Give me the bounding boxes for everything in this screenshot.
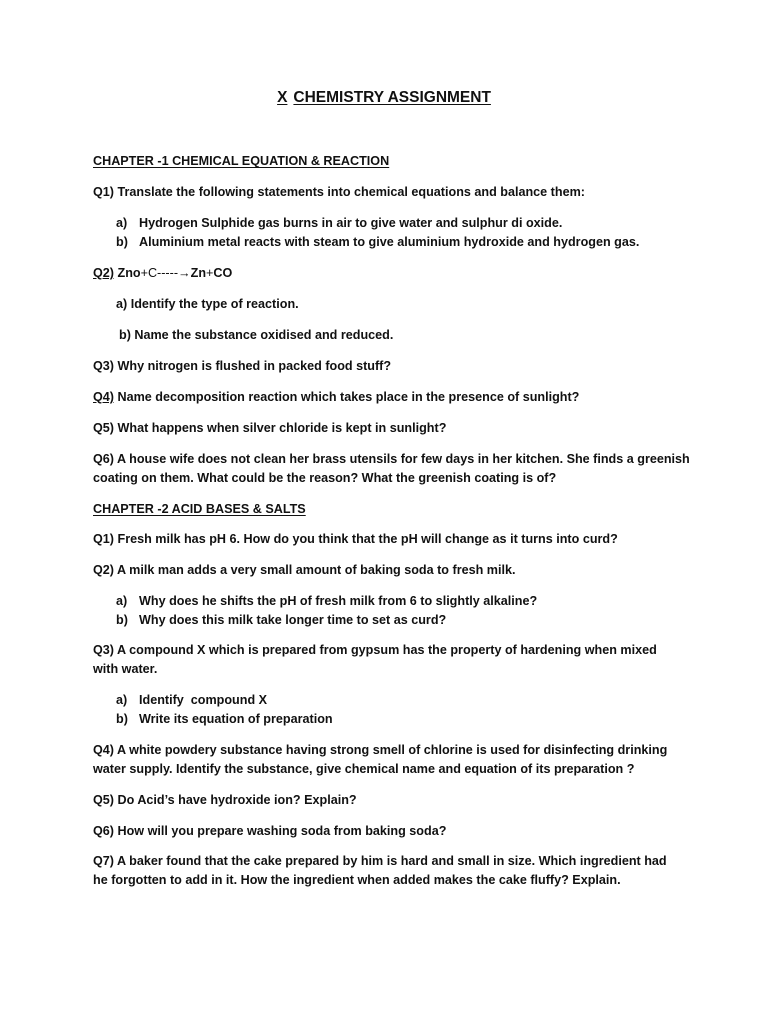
ch2-q4-line2: water supply. Identify the substance, give chemical name and equation of its preparation ? <box>93 762 635 776</box>
ch2-q4-line1 <box>93 741 667 760</box>
plus-sign-1: + <box>140 266 148 280</box>
question-text: Why nitrogen is flushed in packed food stuff? <box>117 359 392 373</box>
ch2-q3-sub-b <box>116 710 333 729</box>
sub-label: b) <box>116 613 128 627</box>
ch2-q5 <box>93 791 357 810</box>
question-text: A compound X which is prepared from gypsum has the property of hardening when mixed <box>117 643 657 657</box>
question-label: Q2) <box>93 563 114 577</box>
plus-sign-2: + <box>206 266 214 280</box>
ch2-q7-line1 <box>93 852 667 871</box>
question-text: A baker found that the cake prepared by him is hard and small in size. Which ingredient had <box>117 854 667 868</box>
question-label: Q3) <box>93 643 114 657</box>
question-label: Q5) <box>93 421 114 435</box>
question-text: A white powdery substance having strong smell of chlorine is used for disinfecting drinking <box>117 743 668 757</box>
ch2-q3-line1 <box>93 641 657 660</box>
question-text: Fresh milk has pH 6. How do you think that the pH will change as it turns into curd? <box>117 532 618 546</box>
sub-text: Hydrogen Sulphide gas burns in air to give water and sulphur di oxide. <box>139 216 563 230</box>
question-label: Q1) <box>93 532 114 546</box>
title-prefix: X <box>277 89 288 106</box>
ch1-q2-sub-b: b) Name the substance oxidised and reduced. <box>119 328 394 342</box>
ch1-q5 <box>93 419 446 438</box>
sub-text: Why does he shifts the pH of fresh milk from 6 to slightly alkaline? <box>139 594 538 608</box>
sub-label: a) <box>116 594 128 608</box>
question-label: Q3) <box>93 359 114 373</box>
ch2-q7-line2: he forgotten to add in it. How the ingredient when added makes the cake fluffy? Explain. <box>93 873 621 887</box>
ch1-q1 <box>93 183 585 202</box>
question-label: Q5) <box>93 793 114 807</box>
chapter2-heading: CHAPTER -2 ACID BASES & SALTS <box>93 502 306 516</box>
question-text: Translate the following statements into chemical equations and balance them: <box>117 185 585 199</box>
ch2-q2-sub-a <box>116 592 537 611</box>
sub-text: Identify compound X <box>139 693 268 707</box>
title-main: CHEMISTRY ASSIGNMENT <box>293 89 491 106</box>
ch1-q1-sub-a <box>116 214 562 233</box>
sub-label: b) <box>116 235 128 249</box>
question-text: Do Acid’s have hydroxide ion? Explain? <box>117 793 357 807</box>
chapter1-heading: CHAPTER -1 CHEMICAL EQUATION & REACTION <box>93 154 390 168</box>
ch2-q3-line2: with water. <box>93 662 158 676</box>
sub-label: a) <box>116 216 128 230</box>
ch1-q1-sub-b <box>116 233 639 252</box>
equation-product-1: Zn <box>190 266 207 280</box>
ch2-q3-sub-a <box>116 691 267 710</box>
question-label: Q4) <box>93 743 114 757</box>
sub-label: a) <box>116 693 128 707</box>
ch2-q2 <box>93 561 516 580</box>
equation-product-2: CO <box>213 266 233 280</box>
sub-text: Write its equation of preparation <box>139 712 333 726</box>
ch2-q1 <box>93 530 618 549</box>
question-label: Q1) <box>93 185 114 199</box>
question-label: Q7) <box>93 854 114 868</box>
question-text: A milk man adds a very small amount of baking soda to fresh milk. <box>117 563 516 577</box>
question-label: Q6) <box>93 452 114 466</box>
ch1-q2-sub-a: a) Identify the type of reaction. <box>116 297 299 311</box>
equation-reactant-2: C----- <box>147 266 179 280</box>
equation-reactant-1: Zno <box>117 266 141 280</box>
reaction-arrow-icon: → <box>178 266 191 280</box>
sub-text: Aluminium metal reacts with steam to give aluminium hydroxide and hydrogen gas. <box>139 235 640 249</box>
question-text: Name decomposition reaction which takes place in the presence of sunlight? <box>117 390 580 404</box>
ch1-q2 <box>93 264 232 283</box>
question-text: How will you prepare washing soda from baking soda? <box>117 824 447 838</box>
sub-label: b) <box>116 712 128 726</box>
question-label: Q6) <box>93 824 114 838</box>
question-text: What happens when silver chloride is kept in sunlight? <box>117 421 447 435</box>
question-label: Q2) <box>93 266 114 280</box>
sub-text: Why does this milk take longer time to set as curd? <box>139 613 447 627</box>
ch1-q3 <box>93 357 391 376</box>
ch1-q4 <box>93 388 579 407</box>
ch1-q6-line1 <box>93 450 690 469</box>
question-label: Q4) <box>93 390 114 404</box>
ch2-q2-sub-b <box>116 611 446 630</box>
question-text: A house wife does not clean her brass utensils for few days in her kitchen. She finds a greenish <box>117 452 690 466</box>
ch2-q6 <box>93 822 446 841</box>
ch1-q6-line2: coating on them. What could be the reason? What the greenish coating is of? <box>93 471 557 485</box>
page-title <box>0 88 768 107</box>
